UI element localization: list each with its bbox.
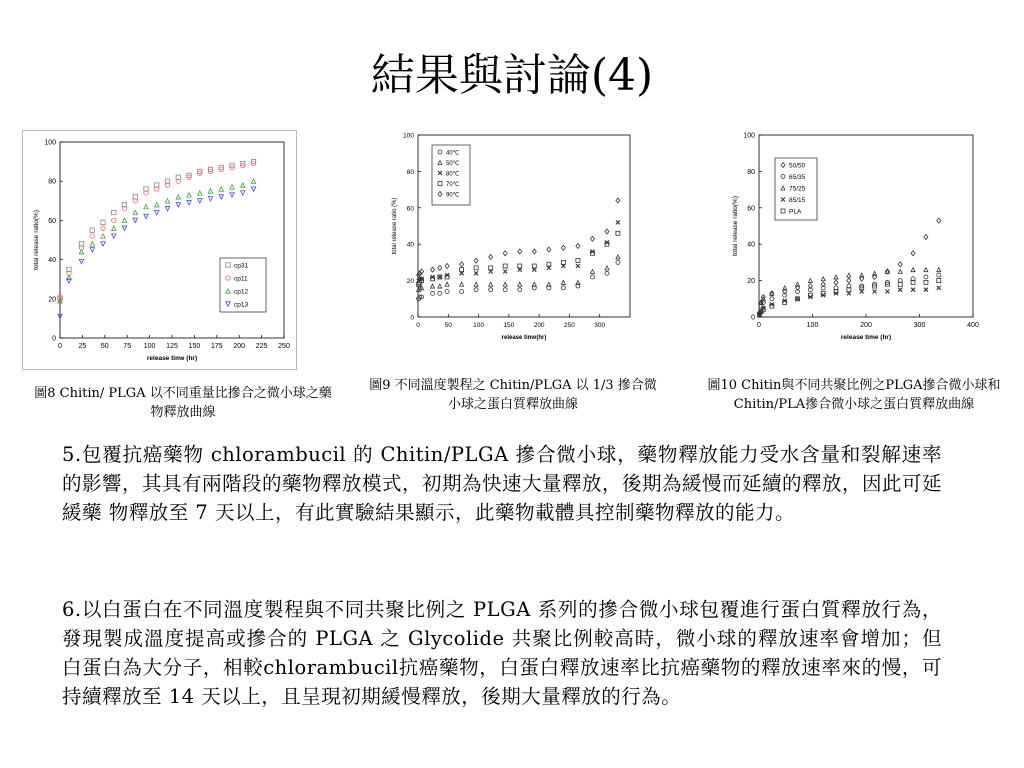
data-point [518, 249, 522, 254]
data-point [518, 288, 522, 292]
data-point [885, 290, 889, 294]
data-point [924, 234, 928, 239]
series-0 [417, 260, 620, 300]
data-point [847, 273, 851, 277]
data-point [90, 228, 94, 232]
data-point [590, 270, 594, 274]
data-point [937, 273, 941, 277]
data-point [503, 282, 507, 286]
x-tick-label: 25 [78, 343, 87, 350]
data-point [101, 234, 105, 238]
conclusion-paragraph-5: 5.包覆抗癌藥物 chlorambucil 的 Chitin/PLGA 摻合微小球，藥物釋放能力受水含量和裂解速率的影響，其具有兩階段的藥物釋放模式，初期為快速大量釋放，後期為緩慢而延續的釋放，因此可延緩藥 物釋放至 7 天以上，有此實驗結果顯示，此藥物載體具控制藥物釋放的能力。 [62, 443, 943, 524]
data-point [898, 262, 902, 267]
data-point [796, 297, 800, 301]
data-point [561, 286, 565, 290]
data-point [770, 291, 774, 295]
y-tick-label: 100 [44, 139, 56, 147]
data-point [503, 264, 507, 268]
legend-label: 50℃ [446, 161, 460, 167]
x-tick-label: 225 [255, 343, 268, 350]
data-point [122, 226, 126, 230]
y-tick-label: 40 [406, 241, 414, 249]
data-point [616, 260, 620, 264]
data-point [112, 218, 116, 222]
data-point [898, 288, 902, 292]
legend-label: cp31 [234, 262, 249, 270]
data-point [90, 242, 94, 246]
data-point [590, 275, 594, 279]
x-tick-label: 150 [188, 343, 201, 350]
data-point [155, 210, 159, 214]
data-point [898, 270, 902, 274]
data-point [834, 275, 838, 279]
data-point [101, 242, 105, 246]
data-point [208, 197, 212, 201]
data-point [924, 275, 928, 279]
data-point [198, 199, 202, 203]
legend-label: cp11 [234, 275, 248, 283]
figure-frame [23, 131, 297, 370]
data-point [241, 183, 245, 187]
data-point [445, 264, 449, 269]
legend [220, 258, 266, 312]
data-point [937, 286, 941, 290]
x-tick-label: 300 [913, 322, 926, 329]
data-point [460, 290, 464, 294]
data-point [219, 195, 223, 199]
figure-8-caption: 圖8 Chitin/ PLGA 以不同重量比摻合之微小球之藥物釋放曲線 [34, 386, 332, 420]
data-point [503, 288, 507, 292]
data-point [165, 206, 169, 210]
x-tick-label: 200 [860, 322, 872, 329]
data-point [847, 278, 851, 283]
y-tick-label: 60 [747, 205, 755, 213]
data-point [460, 262, 464, 267]
data-point [885, 270, 889, 274]
x-tick-label: 50 [100, 343, 109, 350]
data-point [911, 268, 915, 272]
data-point [208, 189, 212, 193]
data-point [489, 266, 493, 270]
data-point [911, 288, 915, 292]
data-point [911, 251, 915, 256]
data-point [821, 277, 825, 281]
x-tick-label: 50 [444, 322, 452, 329]
legend-label: cp12 [234, 288, 249, 296]
data-point [230, 185, 234, 189]
data-point [576, 244, 580, 249]
data-point [165, 199, 169, 203]
y-tick-label: 0 [751, 314, 755, 322]
data-point [576, 259, 580, 263]
x-tick-label: 100 [143, 343, 156, 350]
series-1 [417, 255, 620, 292]
data-point [924, 280, 928, 284]
data-point [241, 191, 245, 195]
data-point [155, 203, 159, 207]
data-point [834, 280, 838, 285]
figure-10-caption: 圖10 Chitin與不同共聚比例之PLGA摻合微小球和Chitin/PLA摻合微小球之蛋白質釋放曲線 [707, 378, 1001, 412]
legend-label: 40℃ [446, 150, 460, 157]
data-point [460, 282, 464, 286]
y-tick-label: 20 [406, 278, 414, 286]
y-tick-label: 0 [52, 335, 56, 343]
x-tick-label: 200 [533, 322, 545, 329]
x-tick-label: 300 [594, 322, 606, 329]
legend-label: 50/50 [789, 162, 806, 170]
data-point [431, 267, 435, 272]
data-point [176, 195, 180, 199]
data-point [590, 236, 594, 241]
y-tick-label: 40 [747, 241, 755, 249]
data-point [489, 282, 493, 286]
data-point [616, 255, 620, 259]
data-point [144, 214, 148, 218]
x-tick-label: 250 [563, 322, 575, 329]
data-point [937, 268, 941, 272]
data-point [561, 245, 565, 250]
data-point [112, 226, 116, 230]
legend [432, 145, 470, 205]
x-tick-label: 150 [503, 322, 515, 329]
y-tick-label: 80 [406, 168, 414, 176]
data-point [90, 248, 94, 252]
data-point [518, 264, 522, 268]
figure-9-caption: 圖9 不同溫度製程之 Chitin/PLGA 以 1/3 摻合微小球之蛋白質釋放曲線 [369, 378, 657, 412]
y-tick-label: 80 [747, 168, 755, 176]
data-point [616, 198, 620, 203]
data-point [616, 231, 620, 235]
y-axis-label: total release ratio(%) [732, 196, 739, 256]
conclusion-paragraph-6: 6.以白蛋白在不同溫度製程與不同共聚比例之 PLGA 系列的摻合微小球包覆進行蛋白質釋放行為，發現製成溫度提高或摻合的 PLGA 之 Glycolide 共聚比例較高時，微小球的釋放速率會增加；但白蛋白為大分子，相較chlorambucil抗癌藥物，白蛋白釋放速率比抗癌藥物的釋放速率來的慢，可持續釋放至 14 天以上，且呈現初期緩慢釋放，後期大量釋放的行為。 [62, 598, 942, 708]
data-point [503, 251, 507, 256]
x-axis-label: release time(hr) [501, 335, 547, 341]
y-tick-label: 100 [743, 132, 755, 140]
data-point [518, 282, 522, 286]
data-point [251, 179, 255, 183]
data-point [198, 191, 202, 195]
legend-label: cp13 [234, 301, 249, 309]
figure-10-chart [725, 125, 985, 350]
data-point [937, 279, 941, 283]
series-3 [758, 286, 941, 317]
figure-10-svg [725, 125, 985, 350]
y-tick-label: 40 [48, 257, 56, 265]
y-axis-label: total release ratio (%) [392, 197, 398, 255]
data-point [547, 247, 551, 252]
data-point [112, 210, 116, 214]
data-point [431, 284, 435, 288]
data-point [474, 271, 478, 275]
data-point [101, 220, 105, 224]
data-point [937, 218, 941, 223]
data-point [79, 259, 83, 263]
x-tick-label: 125 [166, 343, 178, 350]
data-point [230, 193, 234, 197]
data-point [561, 280, 565, 284]
x-tick-label: 0 [58, 343, 62, 350]
y-tick-label: 80 [48, 178, 56, 186]
y-tick-label: 100 [403, 132, 414, 140]
y-tick-label: 0 [410, 314, 414, 322]
data-point [90, 234, 94, 238]
data-point [489, 288, 493, 292]
data-point [547, 262, 551, 266]
data-point [438, 265, 442, 270]
data-point [924, 268, 928, 272]
data-point [873, 290, 877, 294]
data-point [532, 264, 536, 268]
data-point [474, 258, 478, 263]
data-point [605, 229, 609, 234]
series-3 [417, 231, 620, 286]
y-tick-label: 60 [48, 217, 56, 225]
figure-8-chart [22, 130, 297, 370]
data-point [219, 187, 223, 191]
data-point [101, 226, 105, 230]
data-point [474, 282, 478, 286]
y-tick-label: 60 [406, 205, 414, 213]
data-point [460, 268, 464, 272]
data-point [532, 249, 536, 254]
series-4 [417, 198, 620, 278]
legend-label: 80℃ [446, 171, 460, 178]
y-axis-label: total release ratio(%) [33, 210, 40, 270]
data-point [808, 279, 812, 283]
data-point [445, 282, 449, 286]
legend-label: PLA [789, 208, 802, 216]
data-point [474, 266, 478, 270]
data-point [561, 260, 565, 264]
data-point [605, 271, 609, 275]
data-point [133, 210, 137, 214]
legend-label: 75/25 [789, 185, 806, 193]
data-point [144, 204, 148, 208]
x-tick-label: 0 [757, 322, 761, 329]
figure-9-chart [380, 125, 655, 350]
data-point [474, 288, 478, 292]
x-tick-label: 100 [806, 322, 819, 329]
legend-label: 90℃ [446, 192, 460, 199]
legend-label: 85/15 [789, 197, 806, 204]
x-tick-label: 0 [416, 322, 420, 329]
x-tick-label: 400 [967, 322, 979, 329]
data-point [438, 291, 442, 295]
data-point [445, 290, 449, 294]
figure-9-svg [380, 125, 655, 350]
data-point [438, 284, 442, 288]
data-point [503, 270, 507, 274]
x-tick-label: 100 [473, 322, 485, 329]
data-point [79, 250, 83, 254]
data-point [924, 288, 928, 292]
data-point [489, 254, 493, 259]
data-point [770, 297, 774, 301]
legend-label: 70℃ [446, 182, 460, 188]
data-point [616, 220, 620, 224]
data-point [576, 264, 580, 268]
x-tick-label: 75 [123, 343, 132, 350]
data-point [431, 291, 435, 295]
data-point [438, 275, 442, 279]
x-tick-label: 175 [210, 343, 223, 350]
legend [775, 158, 817, 220]
data-point [133, 218, 137, 222]
y-tick-label: 20 [48, 296, 56, 304]
x-axis-label: release time (hr) [840, 334, 892, 341]
data-point [122, 218, 126, 222]
data-point [251, 187, 255, 191]
data-point [187, 201, 191, 205]
legend-label: 65/35 [789, 174, 806, 181]
slide-title: 結果與討論(4) [370, 50, 654, 101]
data-point [176, 203, 180, 207]
data-point [605, 266, 609, 270]
y-tick-label: 20 [747, 278, 755, 286]
x-tick-label: 200 [233, 343, 246, 350]
data-point [187, 193, 191, 197]
figure-8-svg [22, 130, 297, 370]
data-point [112, 234, 116, 238]
x-axis-label: release time (hr) [146, 355, 198, 362]
x-tick-label: 250 [278, 343, 290, 350]
